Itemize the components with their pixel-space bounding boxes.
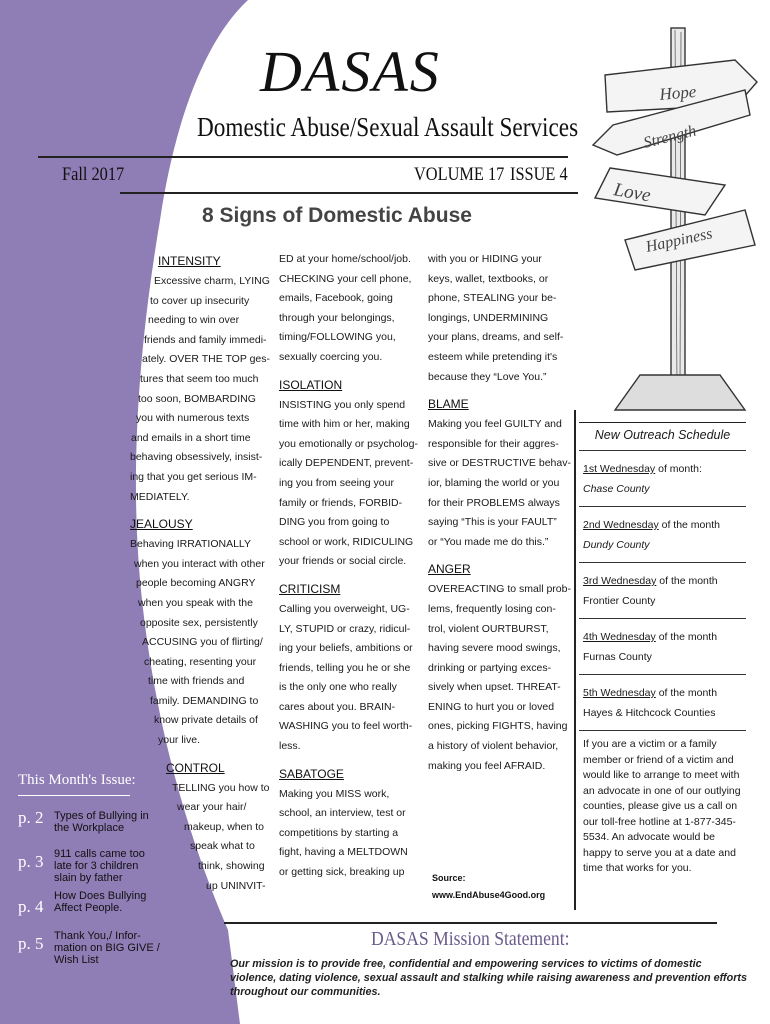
blame-line: ior, blaming the world or you [428, 476, 560, 489]
intensity-line: you with numerous texts [136, 412, 250, 425]
anger-line: having severe mood swings, [428, 642, 561, 655]
intensity-line: MEDIATELY. [130, 490, 190, 503]
blame-line: saying “This is your FAULT” [428, 516, 557, 529]
anger-line: OVEREACTING to small prob- [428, 583, 571, 596]
intensity-line: too soon, BOMBARDING [138, 392, 256, 405]
jealousy-line: time with friends and [148, 675, 245, 688]
control-line: makeup, when to [184, 820, 264, 833]
toc-text-4[interactable]: How Does Bullying Affect People. [54, 890, 147, 914]
isolation-line: family or friends, FORBID- [279, 496, 403, 509]
anger-line: ENING to hurt you or loved [428, 700, 555, 713]
criticism-line: ing your beliefs, ambitions or [279, 642, 413, 655]
sabotage-line: school, an interview, test or [279, 807, 406, 820]
jealousy-line: people becoming ANGRY [136, 577, 256, 590]
toc-page-3: p. 3 [18, 852, 44, 871]
jealousy-line: Behaving IRRATIONALLY [130, 538, 251, 551]
schedule-row [579, 563, 746, 619]
intensity-line: tures that seem too much [140, 372, 259, 385]
intensity-line: friends and family immedi- [144, 333, 267, 346]
mission-text: Our mission is to provide free, confidential and empowering services to victims of domestic violence, dating violence, sexual assault and stalking while raising awareness and prevention efforts throughout our communities. [230, 958, 748, 998]
schedule-note: If you are a victim or a family member or friend of a victim and would like to arrange to meet with an advocate in one of our outlying counties, please give us a call on our toll-free hotline at 1-877-345-5534. An advocate would be happy to serve you at a date and time that works for you. [583, 738, 741, 874]
control-line: think, showing [198, 860, 265, 873]
heading-anger: ANGER [428, 562, 471, 577]
sign-strength: Strength [641, 122, 698, 152]
col3-line: esteem while pretending it's [428, 350, 558, 363]
col3-line: phone, STEALING your be- [428, 292, 557, 305]
issue-season: Fall 2017 [62, 164, 125, 185]
heading-isolation: ISOLATION [279, 377, 343, 392]
masthead-title: DASAS [260, 39, 441, 104]
sabotage-line: or getting sick, breaking up [279, 866, 405, 879]
schedule-suffix: of the month [656, 575, 718, 587]
blame-line: Making you feel GUILTY and [428, 418, 562, 431]
schedule-county: Dundy County [583, 539, 650, 551]
schedule-row [579, 507, 746, 563]
col3-line: your plans, dreams, and self- [428, 331, 564, 344]
source-url: www.EndAbuse4Good.org [432, 890, 546, 900]
schedule-title: New Outreach Schedule [579, 422, 746, 451]
jealousy-line: when you speak with the [138, 596, 253, 609]
schedule-county: Furnas County [583, 651, 652, 663]
col2-line: sexually coercing you. [279, 350, 383, 363]
schedule-day: 5th Wednesday [583, 687, 656, 699]
intensity-line: and emails in a short time [131, 431, 251, 444]
schedule-day: 3rd Wednesday [583, 575, 657, 587]
anger-line: a history of violent behavior, [428, 740, 559, 753]
control-line: wear your hair/ [177, 801, 247, 814]
sign-happiness: Happiness [644, 225, 714, 256]
toc-text-5[interactable]: Thank You,/ Infor-mation on BIG GIVE / Wish List [54, 930, 160, 966]
intensity-line: behaving obsessively, insist- [130, 451, 263, 464]
jealousy-line: when you interact with other [134, 557, 265, 570]
schedule-day: 1st Wednesday [583, 463, 656, 475]
criticism-line: less. [279, 740, 301, 753]
schedule-county: Hayes & Hitchcock Counties [583, 707, 716, 719]
this-month-title: This Month's Issue: [18, 772, 136, 788]
col3-line: because they “Love You.” [428, 370, 547, 383]
intensity-line: ing that you get serious IM- [130, 470, 257, 483]
mission-rule [224, 922, 717, 924]
criticism-line: cares about you. BRAIN- [279, 700, 396, 713]
schedule-day: 2nd Wednesday [583, 519, 659, 531]
anger-line: ones, picking FIGHTS, having [428, 720, 568, 733]
column-divider [574, 410, 576, 910]
col3-line: longings, UNDERMINING [428, 311, 549, 324]
intensity-line: to cover up insecurity [150, 294, 250, 307]
isolation-line: time with him or her, making [279, 418, 410, 431]
isolation-line: school or work, RIDICULING [279, 535, 414, 548]
control-line: speak what to [190, 840, 255, 853]
schedule-suffix: of the month [658, 519, 720, 531]
control-line: up UNINVIT- [206, 879, 266, 892]
anger-line: sively when upset. THREAT- [428, 681, 561, 694]
jealousy-line: ACCUSING you of flirting/ [142, 636, 263, 649]
schedule-suffix: of month: [655, 463, 702, 475]
anger-line: making you feel AFRAID. [428, 759, 546, 772]
source-label: Source: [432, 873, 466, 883]
toc-text-3[interactable]: 911 calls came too late for 3 children slain by father [54, 848, 145, 884]
anger-line: lems, frequently losing con- [428, 602, 556, 615]
intensity-line: needing to win over [148, 314, 240, 327]
col2-line: CHECKING your cell phone, [279, 272, 412, 285]
article-source [432, 870, 545, 904]
isolation-line: ing you from seeing your [279, 476, 394, 489]
schedule-suffix: of the month [655, 687, 718, 699]
issue-number: ISSUE 4 [510, 164, 568, 185]
jealousy-line: your live. [158, 734, 201, 747]
toc-text-2[interactable]: Types of Bullying in the Workplace [54, 810, 149, 834]
outreach-schedule [579, 422, 746, 883]
toc-page-5: p. 5 [18, 934, 44, 953]
col2-line: ED at your home/school/job. [279, 253, 411, 265]
jealousy-line: opposite sex, persistently [140, 616, 258, 629]
isolation-line: INSISTING you only spend [279, 398, 406, 411]
heading-blame: BLAME [428, 397, 469, 412]
heading-criticism: CRITICISM [279, 581, 341, 596]
schedule-suffix: of the month [655, 631, 718, 643]
mission-title: DASAS Mission Statement: [371, 928, 570, 950]
sabotage-line: Making you MISS work, [279, 787, 390, 800]
anger-line: trol, violent OURTBURST, [428, 622, 549, 635]
jealousy-line: know private details of [154, 714, 258, 727]
schedule-day: 4th Wednesday [583, 631, 656, 643]
blame-line: sive or DESTRUCTIVE behav- [428, 457, 571, 470]
heading-intensity: INTENSITY [158, 254, 221, 268]
schedule-row [579, 451, 746, 507]
anger-line: drinking or partying exces- [428, 661, 552, 674]
isolation-line: you emotionally or psycholog- [279, 437, 418, 450]
signpost-illustration [585, 20, 765, 415]
col2-line: through your belongings, [279, 311, 395, 324]
col3-line: with you or HIDING your [428, 253, 542, 265]
article-column-1 [130, 250, 275, 896]
jealousy-line: cheating, resenting your [144, 655, 257, 668]
schedule-top-rule [579, 422, 746, 423]
blame-line: responsible for their aggres- [428, 437, 559, 450]
masthead-rule-bottom [120, 192, 578, 194]
criticism-line: friends, telling you he or she [279, 661, 411, 674]
isolation-line: DING you from going to [279, 516, 390, 529]
toc-page-2: p. 2 [18, 808, 44, 827]
blame-line: for their PROBLEMS always [428, 496, 560, 509]
criticism-line: WASHING you to feel worth- [279, 720, 413, 733]
sign-love: Love [612, 179, 653, 207]
jealousy-line: family. DEMANDING to [150, 694, 259, 707]
article-column-3 [428, 250, 573, 776]
col2-line: timing/FOLLOWING you, [279, 331, 396, 344]
article-headline: 8 Signs of Domestic Abuse [202, 204, 472, 227]
intensity-line: Excessive charm, LYING [154, 275, 270, 287]
col3-line: keys, wallet, textbooks, or [428, 272, 549, 285]
toc-page-4: p. 4 [18, 897, 44, 916]
control-line: TELLING you how to [172, 781, 270, 794]
schedule-county: Frontier County [583, 595, 656, 607]
heading-jealousy: JEALOUSY [130, 517, 193, 532]
sign-hope: Hope [658, 81, 698, 104]
heading-control: CONTROL [166, 760, 225, 775]
intensity-line: ately. OVER THE TOP ges- [142, 353, 270, 366]
masthead-subtitle: Domestic Abuse/Sexual Assault Services [197, 112, 579, 142]
sabotage-line: competitions by starting a [279, 826, 399, 839]
isolation-line: your friends or social circle. [279, 555, 407, 568]
sabotage-line: fight, having a MELTDOWN [279, 846, 408, 859]
criticism-line: Calling you overweight, UG- [279, 602, 410, 615]
this-month-rule [18, 795, 130, 796]
schedule-row [579, 619, 746, 675]
criticism-line: is the only one who really [279, 681, 397, 694]
article-column-2 [279, 250, 424, 883]
masthead-rule-top [38, 156, 568, 158]
col2-line: emails, Facebook, going [279, 292, 393, 305]
heading-sabotage: SABATOGE [279, 766, 344, 781]
blame-line: or “You made me do this.” [428, 535, 549, 548]
criticism-line: LY, STUPID or crazy, ridicul- [279, 622, 411, 635]
schedule-row [579, 675, 746, 731]
isolation-line: ically DEPENDENT, prevent- [279, 457, 414, 470]
issue-volume: VOLUME 17 [414, 164, 505, 185]
schedule-county: Chase County [583, 483, 650, 495]
